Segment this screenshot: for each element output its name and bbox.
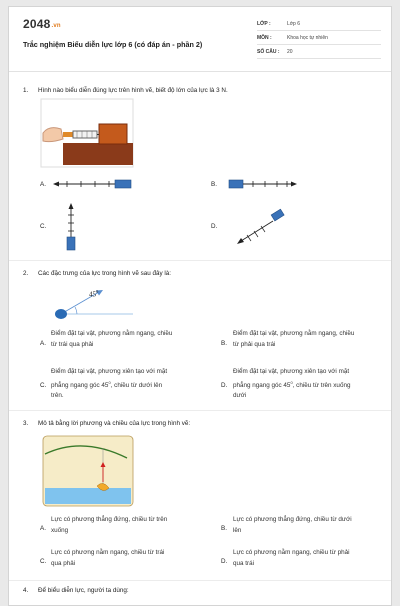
q3-option-d-text[interactable]	[233, 548, 393, 569]
question-text: Hình nào biểu diễn đúng lực trên hình vẽ, biết độ lớn của lực là 3 N.	[38, 87, 228, 94]
option-line-part: phẳng ngang góc 45	[233, 381, 291, 389]
logo-text: 2048	[23, 17, 51, 31]
q3-option-a-text[interactable]	[51, 515, 211, 536]
q3-option-c-label[interactable]: C.	[40, 558, 47, 565]
q2-option-c-label[interactable]: C.	[40, 382, 47, 389]
question-2	[23, 270, 171, 277]
question-text: Để biểu diễn lực, người ta dùng:	[38, 587, 129, 594]
degree-sup: 0	[108, 379, 111, 385]
option-line	[51, 378, 213, 392]
angle-value: 45	[89, 290, 96, 299]
option-line-part: , chiều từ trên xuống	[292, 381, 351, 389]
question-3	[23, 420, 190, 427]
logo-suffix: .vn	[51, 23, 61, 29]
meta-value: Khoa học tự nhiên	[287, 34, 328, 41]
q1-option-a-figure[interactable]	[53, 179, 137, 189]
q1-option-d-figure[interactable]	[235, 211, 285, 247]
q2-option-d-text[interactable]	[233, 367, 395, 402]
angle-unit: 0	[96, 289, 99, 294]
q3-option-c-text[interactable]	[51, 548, 211, 569]
option-line: từ trái qua phải	[51, 340, 94, 348]
meta-row-class	[257, 17, 381, 31]
site-logo[interactable]	[23, 17, 61, 31]
q2-option-b-label[interactable]: B.	[221, 340, 227, 347]
option-line: qua trái	[233, 559, 255, 567]
q1-option-a-label[interactable]: A.	[40, 181, 46, 188]
q3-option-a-label[interactable]: A.	[40, 525, 46, 532]
wooden-block	[99, 124, 127, 144]
water	[45, 488, 131, 504]
q3-option-b-text[interactable]	[233, 515, 393, 536]
header-divider	[9, 71, 391, 72]
question-number: 2.	[23, 270, 29, 277]
meta-value: 20	[287, 48, 293, 55]
option-line-part: phẳng ngang góc 45	[51, 381, 109, 389]
option-line: Điểm đặt tại vật, phương nằm ngang, chiều	[51, 330, 173, 337]
question-4	[23, 587, 129, 594]
q3-figure-fishing	[43, 436, 133, 506]
q2-option-c-text[interactable]	[51, 367, 213, 402]
option-line: Lực có phương nằm ngang, chiều từ phải	[233, 549, 350, 556]
option-line: Lực có phương nằm ngang, chiều từ trái	[51, 549, 165, 556]
option-line: lên	[233, 526, 242, 534]
question-text: Mô tả bằng lời phương và chiều của lực trong hình vẽ:	[38, 420, 191, 427]
option-line: dưới	[233, 392, 247, 400]
meta-key: MÔN :	[257, 34, 272, 41]
meta-value: Lớp 6	[287, 20, 301, 27]
q1-option-b-label[interactable]: B.	[211, 181, 217, 188]
meta-row-count	[257, 45, 381, 59]
option-line: từ phải qua trái	[233, 340, 276, 348]
q1-option-b-figure[interactable]	[229, 179, 301, 189]
q3-option-d-label[interactable]: D.	[221, 558, 228, 565]
page-title: Trắc nghiệm Biểu diễn lực lớp 6 (có đáp án - phần 2)	[23, 40, 203, 49]
q1-option-c-figure[interactable]	[65, 203, 77, 251]
meta-key: SỐ CÂU :	[257, 48, 280, 55]
option-line	[233, 378, 395, 392]
option-line: trên.	[51, 392, 64, 400]
q1-option-d-label[interactable]: D.	[211, 223, 218, 230]
q2-angle-label	[89, 289, 98, 298]
divider	[9, 580, 391, 581]
option-line: xuống	[51, 526, 69, 534]
degree-sup: 0	[290, 379, 293, 385]
q3-option-b-label[interactable]: B.	[221, 525, 227, 532]
question-number: 4.	[23, 587, 29, 594]
wooden-table	[63, 143, 133, 165]
q1-option-c-label[interactable]: C.	[40, 223, 47, 230]
q1-figure-spring-scale	[41, 99, 133, 167]
option-line: qua phải	[51, 559, 76, 567]
q2-option-d-label[interactable]: D.	[221, 382, 228, 389]
option-line: Điểm đặt tại vật, phương xiên tạo với mặt	[233, 368, 350, 375]
spring-scale	[73, 131, 97, 138]
hand	[43, 128, 63, 142]
meta-row-subject	[257, 31, 381, 45]
divider	[9, 260, 391, 261]
question-1	[23, 87, 228, 94]
meta-key: LỚP :	[257, 20, 271, 27]
q2-option-a-label[interactable]: A.	[40, 340, 46, 347]
question-number: 1.	[23, 87, 29, 94]
option-line: Điểm đặt tại vật, phương xiên tạo với mặt	[51, 368, 168, 375]
question-text: Các đặc trưng của lực trong hình vẽ sau đây là:	[38, 270, 172, 277]
divider	[9, 410, 391, 411]
q2-option-b-text[interactable]	[233, 329, 393, 350]
scale-handle	[63, 132, 73, 137]
option-line: Lực có phương thẳng đứng, chiều từ dưới	[233, 516, 352, 523]
option-line-part: , chiều từ dưới lên	[110, 381, 163, 389]
option-line: Điểm đặt tại vật, phương nằm ngang, chiều	[233, 330, 355, 337]
quiz-page	[8, 6, 392, 606]
q2-option-a-text[interactable]	[51, 329, 211, 350]
option-line: Lực có phương thẳng đứng, chiều từ trên	[51, 516, 168, 523]
quiz-meta	[257, 17, 381, 59]
question-number: 3.	[23, 420, 29, 427]
